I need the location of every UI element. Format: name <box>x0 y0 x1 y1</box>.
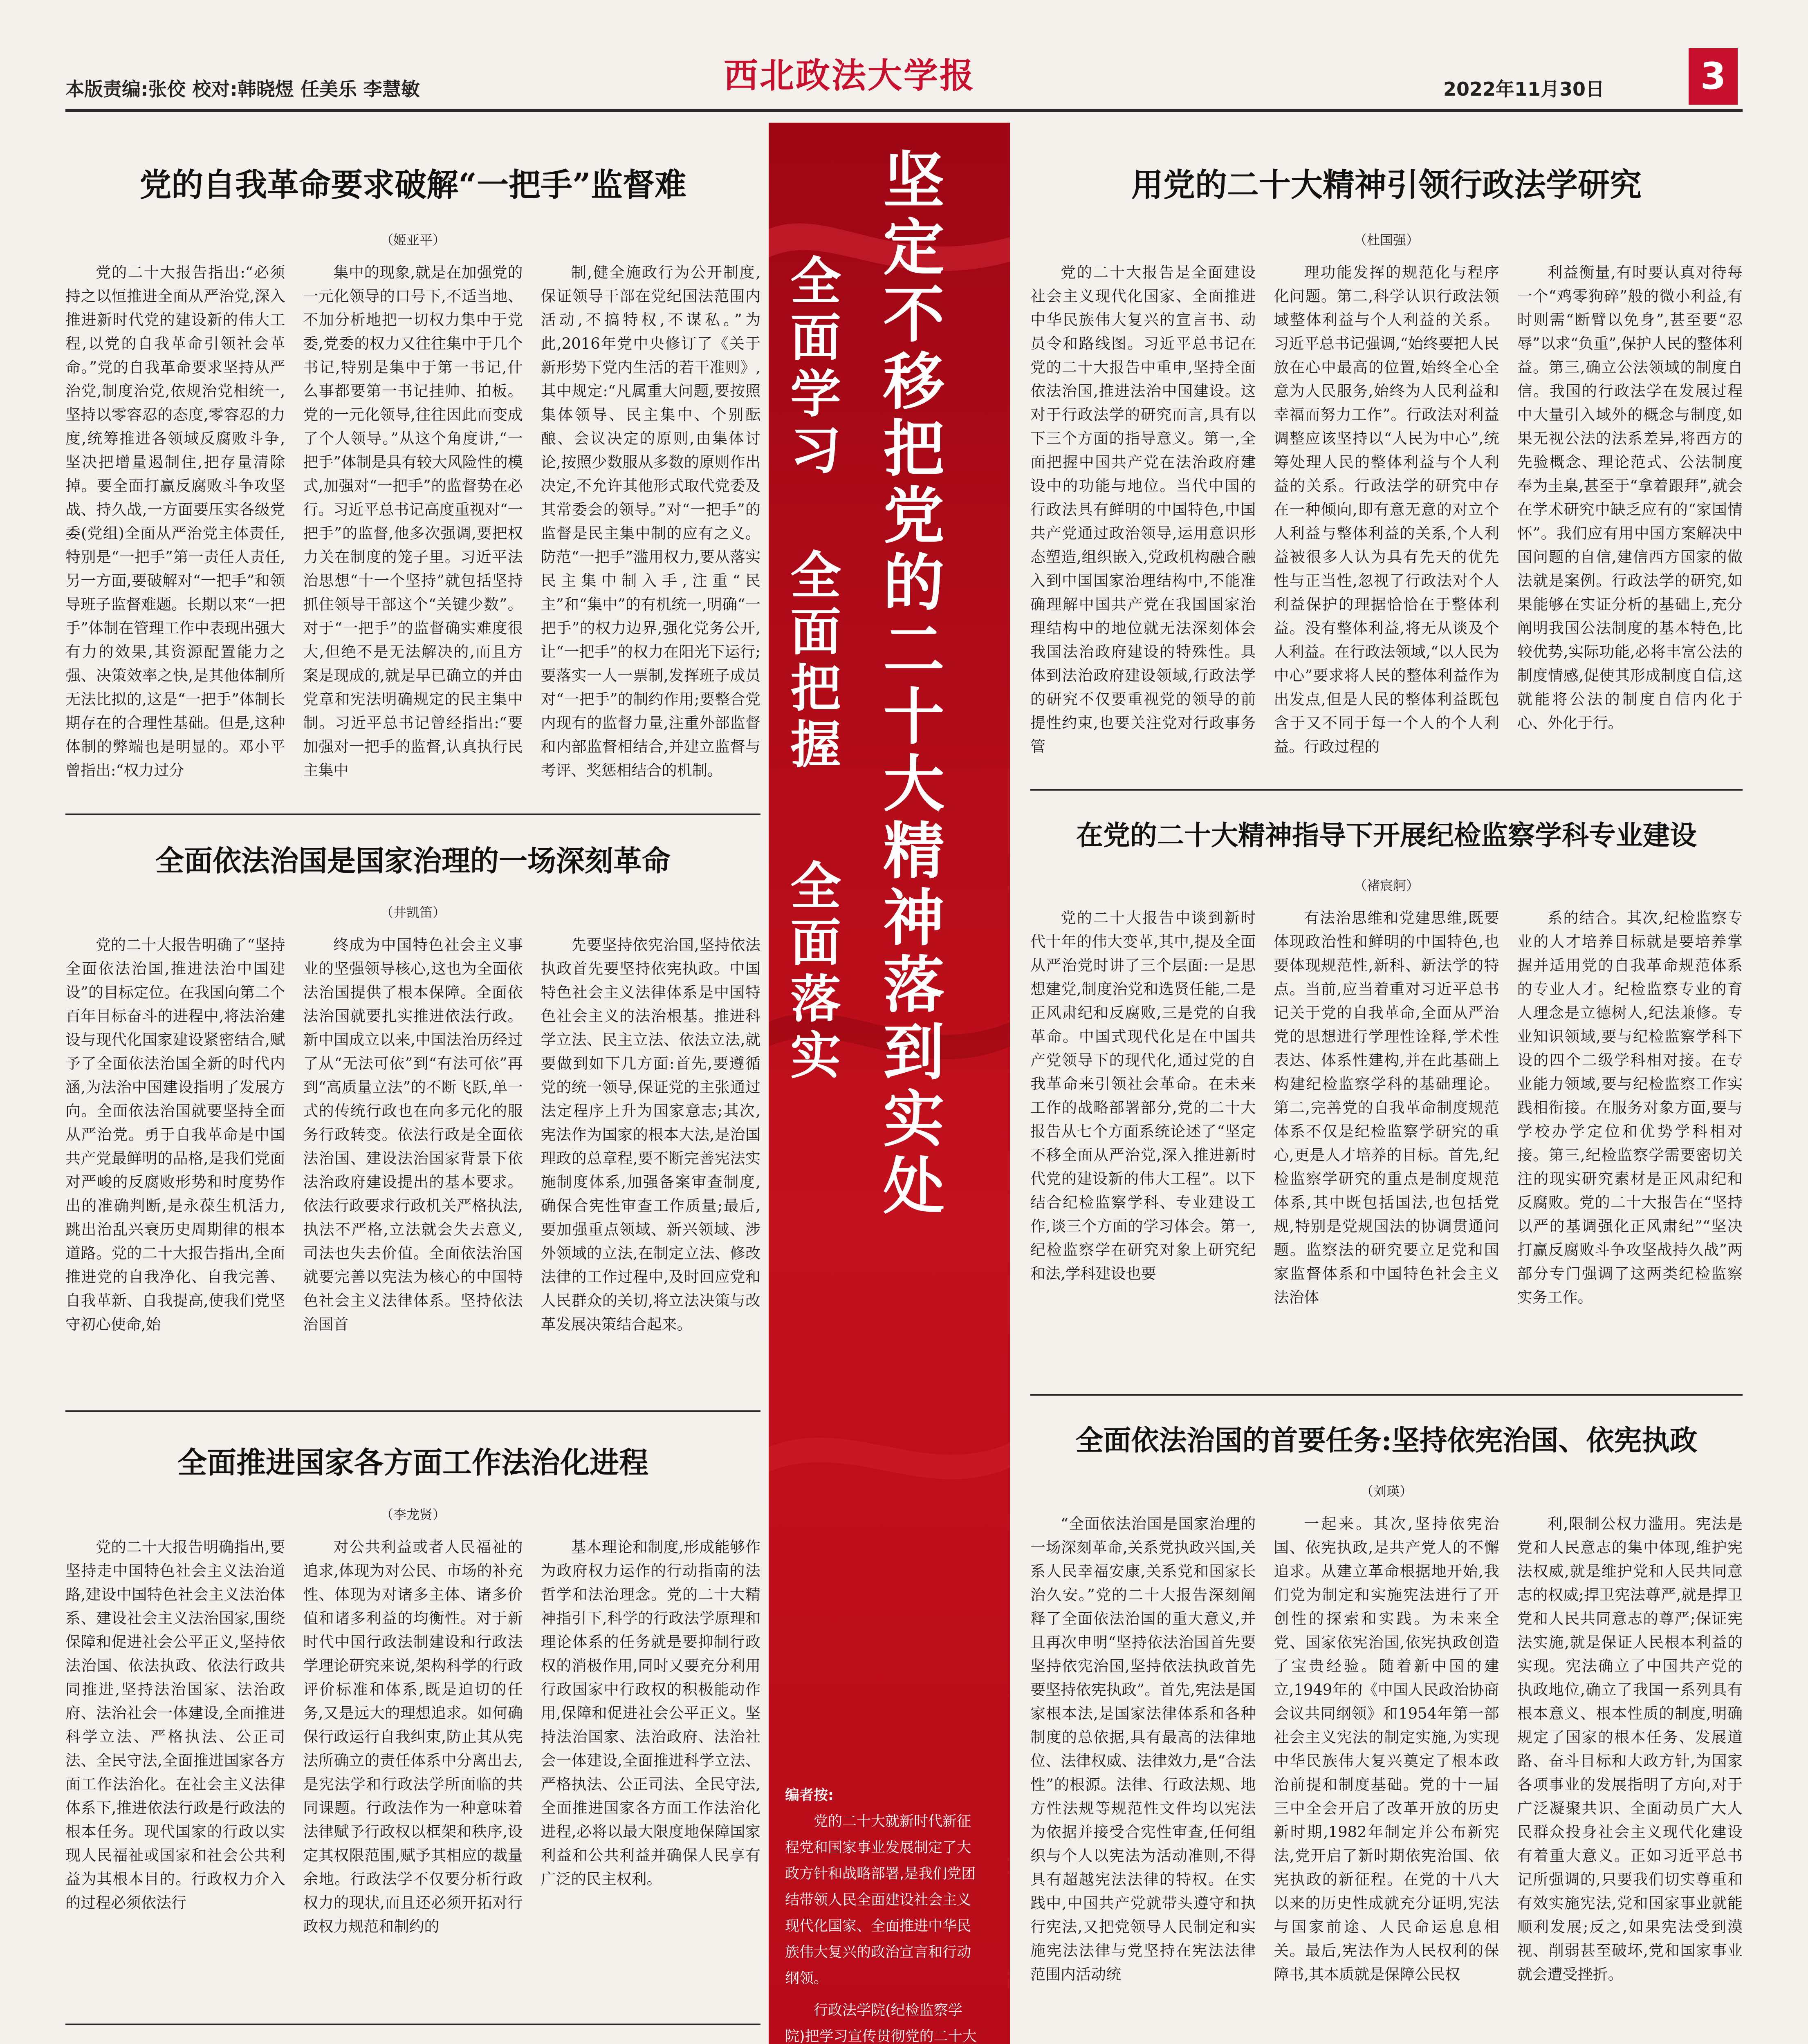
banner-char: 落 <box>790 970 841 1029</box>
banner-char: 把 <box>790 659 841 718</box>
banner-subhead-3 <box>785 858 846 1084</box>
page-number-badge: 3 <box>1689 48 1738 105</box>
issue-date: 2022年11月30日 <box>1443 78 1605 100</box>
paragraph: “全面依法治国是国家治理的一场深刻革命,关系党执政兴国,关系人民幸福安康,关系党和国家长治久安。”党的二十大报告深刻阐释了全面依法治国的重大意义,并且再次申明“坚持依法治国首先要坚持依宪治国,坚持依法执政首先要坚持依宪执政”。首先,宪法是国家根本法,是国家法律体系和各种制度的总依据,具有最高的法律地位、法律权威、法律效力,是“合法性”的根源。法律、行政法规、地方性法规等规范性文件均以宪法为依据并接受合宪性审查,任何组织与个人以宪法为活动准则,不得具有超越宪法法律的特权。在实践中,中国共产党就带头遵守和执行宪法,又把党领导人民制定和实施宪法法律与党坚持在宪法法律范围内活动统 <box>1030 1515 1256 1983</box>
article-body <box>65 933 760 1424</box>
article-title: 全面依法治国是国家治理的一场深刻革命 <box>155 844 671 878</box>
banner-char: 到 <box>883 1016 944 1088</box>
article-body <box>65 261 760 780</box>
banner-char: 实 <box>790 1026 841 1085</box>
divider <box>65 1410 760 1412</box>
article-constitution-governance <box>1030 1398 1743 2044</box>
article-body <box>65 1535 760 2038</box>
banner-char: 面 <box>790 308 841 368</box>
article-title: 在党的二十大精神指导下开展纪检监察学科专业建设 <box>1076 819 1697 851</box>
article-author: （姬亚平） <box>380 232 446 248</box>
banner-headline <box>879 147 949 1220</box>
article-body <box>1030 1512 1743 2044</box>
paragraph: 制,健全施政行为公开制度,保证领导干部在党纪国法范围内活动,不搞特权,不谋私。”为此,2016年党中央修订了《关于新形势下党内生活的若干准则》,其中规定:“凡属重大问题,要按照集体领导、民主集中、个别酝酿、会议决定的原则,由集体讨论,按照少数服从多数的原则作出决定,不允许其他形式取代党委及其常委会的领导。”对“一把手”的监督是民主集中制的应有之义。防范“一把手”滥用权力,要从落实民主集中制入手,注重“民主”和“集中”的有机统一,明确“一把手”的权力边界,强化党务公开,让“一把手”的权力在阳光下运行;要落实一人一票制,发挥班子成员对“一把手”的制约作用;要整合党内现有的监督力量,注重外部监督和内部监督相结合,并建立监督与考评、奖惩相结合的机制。 <box>541 264 760 779</box>
article-governance-revolution <box>65 818 760 1424</box>
article-body <box>1030 261 1743 813</box>
banner-char: 处 <box>883 1150 944 1222</box>
header-rule <box>65 109 1743 112</box>
banner-char: 的 <box>883 547 944 619</box>
banner-char: 不 <box>883 279 944 351</box>
editor-note <box>785 1782 977 2044</box>
article-discipline-inspection <box>1030 793 1743 1409</box>
paragraph: 党的二十大报告明确了“坚持全面依法治国,推进法治中国建设”的目标定位。在我国向第二个百年目标奋斗的进程中,将法治建设与现代化国家建设紧密结合,赋予了全面依法治国全新的时代内涵,为法治中国建设指明了发展方向。全面依法治国就要坚持全面从严治党。勇于自我革命是中国共产党最鲜明的品格,是我们党面对严峻的反腐败形势和时度势作出的准确判断,是永葆生机活力,跳出治乱兴衰历史周期律的根本道路。党的二十大报告指出,全面推进党的自我净化、自我完善、自我革新、自我提高,使我们党坚守初心使命,始 <box>65 936 285 1333</box>
banner-char: 落 <box>883 949 944 1021</box>
paragraph: 系的结合。其次,纪检监察专业的人才培养目标就是要培养掌握并适用党的自我革命规范体系的专业人才。纪检监察专业的育人理念是立德树人,纪法兼修。专业知识领域,要与纪检监察学科下设的四个二级学科相对接。在专业能力领域,要与纪检监察工作实践相衔接。在服务对象方面,要与学校办学定位和优势学科相对接。第三,纪检监察学需要密切关注的现实研究素材是正风肃纪和反腐败。党的二十大报告在“坚持以严的基调强化正风肃纪”“坚决打赢反腐败斗争攻坚战持久战”两部分专门强调了这两类纪检监察实务工作。 <box>1517 909 1743 1306</box>
divider <box>1030 1394 1743 1396</box>
feature-banner <box>769 123 1010 2044</box>
banner-char: 全 <box>790 857 841 916</box>
editor-note-p1: 党的二十大就新时代新征程党和国家事业发展制定了大政方针和战略部署,是我们党团结带领人民全面建设社会主义现代化国家、全面推进中华民族伟大复兴的政治宣言和行动纲领。 <box>785 1813 976 1987</box>
paragraph: 理功能发挥的规范化与程序化问题。第二,科学认识行政法领域整体利益与个人利益的关系。习近平总书记强调,“始终要把人民放在心中最高的位置,始终全心全意为人民服务,始终为人民利益和幸福而努力工作”。行政法对利益调整应该坚持以“人民为中心”,统筹处理人民的整体利益与个人利益的关系。行政法学的研究中存在一种倾向,即有意无意的对立个人利益与整体利益的关系,个人利益被很多人认为具有先天的优先性与正当性,忽视了行政法对个人利益保护的理据恰恰在于整体利益。没有整体利益,将无从谈及个人利益。在行政法领域,“以人民为中心”要求将人民的整体利益作为出发点,但是人民的整体利益既包含于又不同于每一个人的个人利益。行政过程的 <box>1274 264 1499 755</box>
banner-char: 坚 <box>883 145 944 217</box>
article-self-revolution <box>65 135 760 780</box>
banner-char: 实 <box>883 1083 944 1155</box>
article-title: 党的自我革命要求破解“一把手”监督难 <box>139 166 686 204</box>
paragraph: 集中的现象,就是在加强党的一元化领导的口号下,不适当地、不加分析地把一切权力集中于党委,党委的权力又往往集中于几个书记,特别是集中于第一书记,什么事都要第一书记挂帅、拍板。党的一元化领导,往往因此而变成了个人领导。”从这个角度讲,“一把手”体制是具有较大风险性的模式,加强对“一把手”的监督势在必行。习近平总书记高度重视对“一把手”的监督,他多次强调,要把权力关在制度的笼子里。习近平法治思想“十一个坚持”就包括坚持抓住领导干部这个“关键少数”。对于“一把手”的监督确实难度很大,但绝不是无法解决的,而且方案是现成的,就是早已确立的并由党章和宪法明确规定的民主集中制。习近平总书记曾经指出:“要加强对一把手的监督,认真执行民主集中 <box>303 264 523 779</box>
article-body <box>1030 906 1743 1409</box>
paragraph: 党的二十大报告中谈到新时代十年的伟大变革,其中,提及全面从严治党时讲了三个层面:一是思想建党,制度治党和选贤任能,二是正风肃纪和反腐败,三是党的自我革命。中国式现代化是在中国共产党领导下的现代化,通过党的自我革命来引领社会革命。在未来工作的战略部署部分,党的二十大报告从七个方面系统论述了“坚定不移全面从严治党,深入推进新时代党的建设新的伟大工程”。以下结合纪检监察学科、专业建设工作,谈三个方面的学习体会。第一,纪检监察学在研究对象上研究纪和法,学科建设也要 <box>1030 909 1256 1282</box>
article-youth-training <box>65 2028 760 2044</box>
paragraph: 终成为中国特色社会主义事业的坚强领导核心,这也为全面依法治国提供了根本保障。全面依法治国就要扎实推进依法行政。新中国成立以来,中国法治历经过了从“无法可依”到“有法可依”再到“高质量立法”的不断飞跃,单一式的传统行政也在向多元化的服务行政转变。依法行政是全面依法治国、建设法治国家背景下依法治政府建设提出的基本要求。依法行政要求行政机关严格执法,执法不严格,立法就会失去意义,司法也失去价值。全面依法治国就要完善以宪法为核心的中国特色社会主义法律体系。坚持依法治国首 <box>303 936 523 1333</box>
banner-char: 定 <box>883 212 944 284</box>
banner-char: 全 <box>790 546 841 605</box>
editor-note-p2: 行政法学院(纪检监察学院)把学习宣传贯彻党的二十大 <box>785 2002 977 2044</box>
paragraph: 党的二十大报告指出:“必须持之以恒推进全面从严治党,深入推进新时代党的建设新的伟大工程,以党的自我革命引领社会革命。”党的自我革命要求坚持从严治党,制度治党,依规治党相统一,坚持以零容忍的态度,零容忍的力度,统筹推进各领域反腐败斗争,坚决把增量遏制住,把存量清除掉。要全面打赢反腐败斗争攻坚战、持久战,一方面要压实各级党委(党组)全面从严治党主体责任,特别是“一把手”第一责任人责任,另一方面,要破解对“一把手”和领导班子监督难题。长期以来“一把手”体制在管理工作中表现出强大有力的效果,其资源配置能力之强、决策效率之快,是其他体制所无法比拟的,这是“一把手”体制长期存在的合理性基础。但是,这种体制的弊端也是明显的。邓小平曾指出:“权力过分 <box>65 264 285 779</box>
paragraph: 利,限制公权力滥用。宪法是党和人民意志的集中体现,维护宪法权威,就是维护党和人民共同意志的权威;捍卫宪法尊严,就是捍卫党和人民共同意志的尊严;保证宪法实施,就是保证人民根本利益的实现。宪法确立了中国共产党的执政地位,确立了我国一系列具有根本意义、根本性质的制度,明确规定了国家的根本任务、发展道路、奋斗目标和大政方针,为国家各项事业的发展指明了方向,对于广泛凝聚共识、全面动员广大人民群众投身社会主义现代化建设有着重大意义。正如习近平总书记所强调的,只要我们切实尊重和有效实施宪法,党和国家事业就能顺利发展;反之,如果宪法受到漠视、削弱甚至破坏,党和国家事业就会遭受挫折。 <box>1517 1515 1743 1983</box>
banner-char: 移 <box>883 346 944 418</box>
article-admin-law-research <box>1030 135 1743 813</box>
paragraph: 一起来。其次,坚持依宪治国、依宪执政,是共产党人的不懈追求。从建立革命根据地开始,我们党为制定和实施宪法进行了开创性的探索和实践。为未来全党、国家依宪治国,依宪执政创造了宝贵经验。随着新中国的建立,1949年的《中国人民政治协商会议共同纲领》和1954年第一部社会主义宪法的制定实施,为实现中华民族伟大复兴奠定了根本政治前提和制度基础。党的十一届三中全会开启了改革开放的历史新时期,1982年制定并公布新宪法,党开启了新时期依宪治国、依宪执政的新征程。在党的十八大以来的历史性成就充分证明,宪法与国家前途、人民命运息息相关。最后,宪法作为人民权利的保障书,其本质就是保障公民权 <box>1274 1515 1499 1983</box>
paragraph: 对公共利益或者人民福祉的追求,体现为对公民、市场的补充性、体现为对诸多主体、诸多价值和诸多利益的均衡性。对于新时代中国行政法制建设和行政法学理论研究来说,架构科学的行政评价标准和体系,既是迫切的任务,又是远大的理想追求。如何确保行政运行自我纠束,防止其从宪法所确立的责任体系中分离出去,是宪法学和行政法学所面临的共同课题。行政法作为一种意味着法律赋予行政权以框架和秩序,设定其权限范围,赋予其相应的裁量余地。行政法学不仅要分析行政权力的现状,而且还必须开拓对行政权力规范和制约的 <box>303 1538 523 1935</box>
banner-char: 面 <box>790 913 841 973</box>
banner-char: 二 <box>883 614 944 686</box>
banner-char: 大 <box>883 748 944 820</box>
banner-char: 全 <box>790 252 841 311</box>
article-title: 全面推进国家各方面工作法治化进程 <box>177 1445 648 1480</box>
editor-note-label: 编者按: <box>785 1787 834 1804</box>
article-title: 用党的二十大精神引领行政法学研究 <box>1131 166 1642 204</box>
banner-char: 握 <box>790 715 841 775</box>
banner-char: 面 <box>790 603 841 662</box>
banner-char: 学 <box>790 365 841 424</box>
paper-masthead: 西北政法大学报 <box>724 55 976 96</box>
paragraph: 利益衡量,有时要认真对待每一个“鸡零狗碎”般的微小利益,有时则需“断臂以免身”,甚至要“忍辱”以求“负重”,保护人民的整体利益。第三,确立公法领域的制度自信。我国的行政法学在发展过程中大量引入域外的概念与制度,如果无视公法的法系差异,将西方的先验概念、理论范式、公法制度奉为圭臬,甚至于“拿着跟拜”,就会在学术研究中缺乏应有的“家国情怀”。我们应有用中国方案解决中国问题的自信,建信西方国家的做法就是案例。行政法学的研究,如果能够在实证分析的基础上,充分阐明我国公法制度的基本特色,比较优势,实际功能,必将丰富公法的制度情感,促使其形成制度自信,这就能将公法的制度自信内化于心、外化于行。 <box>1517 264 1743 732</box>
banner-char: 党 <box>883 480 944 552</box>
banner-char: 神 <box>883 882 944 954</box>
article-author: （杜国强） <box>1353 232 1419 248</box>
paragraph: 党的二十大报告明确指出,要坚持走中国特色社会主义法治道路,建设中国特色社会主义法治体系、建设社会主义法治国家,围绕保障和促进社会公平正义,坚持依法治国、依法执政、依法行政共同推进,坚持法治国家、法治政府、法治社会一体建设,全面推进科学立法、严格执法、公正司法、全民守法,全面推进国家各方面工作法治化。在社会主义法律体系下,推进依法行政是行政法的根本任务。现代国家的行政以实现人民福祉或国家和社会公共利益为其根本目的。行政权力介入的过程必须依法行 <box>65 1538 285 1912</box>
editors-credit: 本版责编:张佼 校对:韩晓煜 任美乐 李慧敏 <box>65 78 420 100</box>
article-author: （井凯笛） <box>380 905 446 920</box>
divider <box>65 814 760 815</box>
banner-subhead-1 <box>785 253 846 479</box>
article-author: （褚宸舸） <box>1353 878 1419 893</box>
article-author: （刘瑛） <box>1360 1484 1413 1499</box>
banner-char: 把 <box>883 413 944 485</box>
divider <box>1030 789 1743 791</box>
article-author: （李龙贤） <box>380 1507 446 1522</box>
paragraph: 先要坚持依宪治国,坚持依法执政首先要坚持依宪执政。中国特色社会主义法律体系是中国特色社会主义的法治根基。推进科学立法、民主立法、依法立法,就要做到如下几方面:首先,要遵循党的统一领导,保证党的主张通过法定程序上升为国家意志;其次,宪法作为国家的根本大法,是治国理政的总章程,要不断完善宪法实施制度体系,加强备案审查制度,确保合宪性审查工作质量;最后,要加强重点领域、新兴领域、涉外领域的立法,在制定立法、修改法律的工作过程中,及时回应党和人民群众的关切,将立法决策与改革发展决策结合起来。 <box>541 936 760 1333</box>
banner-char: 习 <box>790 421 841 480</box>
article-title: 全面依法治国的首要任务:坚持依宪治国、依宪执政 <box>1075 1424 1698 1457</box>
paragraph: 党的二十大报告是全面建设社会主义现代化国家、全面推进中华民族伟大复兴的宣言书、动员令和路线图。习近平总书记在党的二十大报告中重申,坚持全面依法治国,推进法治中国建设。这对于行政法学的研究而言,具有以下三个方面的指导意义。第一,全面把握中国共产党在法治政府建设中的功能与地位。当代中国的行政法具有鲜明的中国特色,中国共产党通过政治领导,运用意识形态塑造,组织嵌入,党政机构融合融入到中国国家治理结构中,不能准确理解中国共产党在我国国家治理结构中的地位就无法深刻体会我国法治政府建设的特殊性。具体到法治政府建设领域,行政法学的研究不仅要重视党的领导的前提性约束,也要关注党对行政事务管 <box>1030 264 1256 755</box>
paragraph: 基本理论和制度,形成能够作为政府权力运作的行动指南的法哲学和法治理念。党的二十大精神指引下,科学的行政法学原理和理论体系的任务就是要抑制行政权的消极作用,同时又要充分利用行政国家中行政权的积极能动作用,保障和促进社会公平正义。坚持法治国家、法治政府、法治社会一体建设,全面推进科学立法、严格执法、公正司法、全民守法,全面推进国家各方面工作法治化进程,必将以最大限度地保障国家利益和公共利益并确保人民享有广泛的民主权利。 <box>541 1538 760 1888</box>
article-rule-of-law-progress <box>65 1414 760 2038</box>
paragraph: 有法治思维和党建思维,既要体现政治性和鲜明的中国特色,也要体现规范性,新科、新法学的特点。当前,应当着重对习近平总书记关于党的自我革命,全面从严治党的思想进行学理性诠释,学术性表达、体系性建构,并在此基础上构建纪检监察学科的基础理论。第二,完善党的自我革命制度规范体系不仅是纪检监察学研究的重心,更是人才培养的目标。首先,纪检监察学研究的重点是制度规范体系,其中既包括国法,也包括党规,特别是党规国法的协调贯通问题。监察法的研究要立足党和国家监督体系和中国特色社会主义法治体 <box>1274 909 1499 1306</box>
banner-char: 精 <box>883 815 944 887</box>
banner-subhead-2 <box>785 548 846 773</box>
banner-char: 十 <box>883 681 944 753</box>
divider <box>65 2024 760 2025</box>
